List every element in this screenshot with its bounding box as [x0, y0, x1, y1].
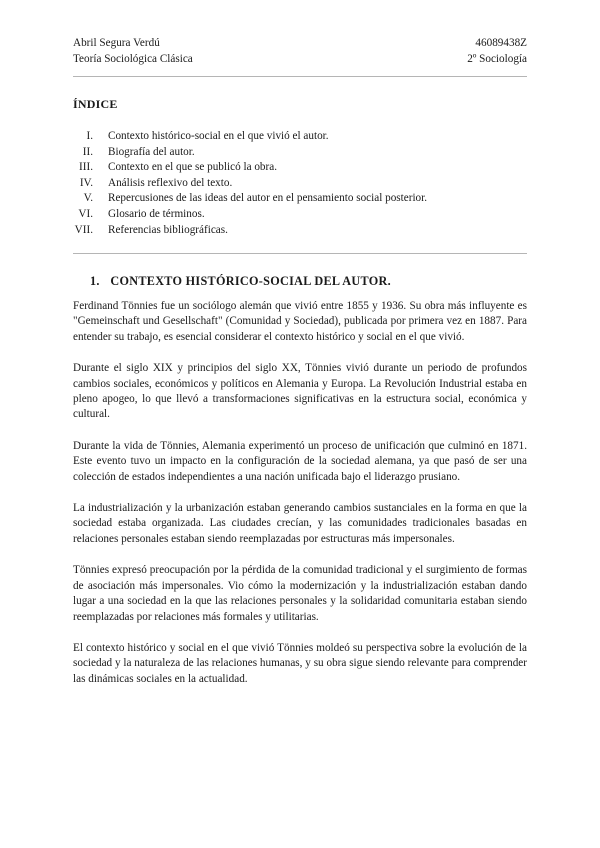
paragraph: Durante la vida de Tönnies, Alemania experimentó un proceso de unificación que culminó en 1871. Este evento tuvo un impacto en la configuración de la sociedad alemana, ya que pasó de ser una colección de estados independientes a una nación unificada bajo el liderazgo prusiano. [73, 439, 527, 483]
section-body [73, 299, 527, 703]
toc-item [60, 145, 427, 161]
course-name: Teoría Sociológica Clásica [73, 53, 193, 65]
toc-item-number: VII. [74, 223, 93, 236]
toc-item-label: Análisis reflexivo del texto. [108, 176, 233, 189]
paragraph: La industrialización y la urbanización estaban generando cambios sustanciales en la forma en que la sociedad estaba organizada. Las ciudades crecían, y las comunidades tradicionales basadas en relaciones personales estaban siendo reemplazadas por estructuras más impersonales. [73, 502, 527, 545]
toc-item-label: Repercusiones de las ideas del autor en el pensamiento social posterior. [108, 192, 428, 205]
section-number: 1. [90, 274, 100, 288]
paragraph: Ferdinand Tönnies fue un sociólogo alemán que vivió entre 1855 y 1936. Su obra más influyente es "Gemeinschaft und Gesellschaft" (Comunidad y Sociedad), publicada por primera vez en 1887. Para entender su trabajo, es esencial considerar el contexto histórico y social en el que vivió. [73, 300, 527, 343]
toc-item-label: Contexto histórico-social en el que vivió el autor. [108, 130, 329, 142]
toc-item-number: IV. [79, 176, 93, 189]
toc-item-number: VI. [78, 207, 93, 220]
toc-item-number: V. [83, 192, 93, 205]
id-number: 46089438Z [475, 37, 527, 49]
author-name: Abril Segura Verdú [73, 37, 160, 49]
toc-item [60, 223, 427, 239]
section-heading [90, 274, 391, 289]
paragraph: Tönnies expresó preocupación por la pérdida de la comunidad tradicional y el surgimiento de formas de asociación más impersonales. Vio cómo la modernización y la industrialización estaban dando lugar a una sociedad en la que las relaciones personales y la solidaridad comunitaria estaban siendo reemplazadas por relaciones más formales y utilitarias. [73, 564, 527, 623]
toc-item-label: Contexto en el que se publicó la obra. [108, 161, 278, 174]
toc-item [60, 160, 427, 176]
course-year: 2º Sociología [467, 53, 527, 65]
toc-item [60, 129, 427, 145]
header-row-2 [73, 51, 527, 67]
toc-item-number: I. [86, 130, 93, 142]
toc-item-label: Biografía del autor. [108, 145, 195, 158]
header-divider [73, 76, 527, 77]
toc-item [60, 191, 427, 207]
toc-item [60, 176, 427, 192]
toc-item-label: Referencias bibliográficas. [108, 223, 228, 236]
index-divider [73, 253, 527, 254]
toc-item-number: III. [79, 161, 93, 174]
toc-item-number: II. [82, 145, 93, 158]
table-of-contents [60, 129, 427, 238]
paragraph: El contexto histórico y social en el que vivió Tönnies moldeó su perspectiva sobre la evolución de la sociedad y la naturaleza de las relaciones humanas, y su obra sigue siendo relevante para comprender las dinámicas sociales en la actualidad. [73, 641, 527, 685]
section-title: CONTEXTO HISTÓRICO-SOCIAL DEL AUTOR. [110, 274, 391, 288]
toc-item-label: Glosario de términos. [108, 207, 205, 220]
index-title: ÍNDICE [73, 97, 118, 111]
paragraph: Durante el siglo XIX y principios del siglo XX, Tönnies vivió durante un periodo de profundos cambios sociales, económicos y políticos en Alemania y Europa. La Revolución Industrial estaba en pleno apogeo, lo que llevó a transformaciones significativas en la estructura social, económica y cultural. [73, 362, 527, 421]
toc-item [60, 207, 427, 223]
header-row-1 [73, 35, 527, 51]
page-header [73, 35, 527, 67]
